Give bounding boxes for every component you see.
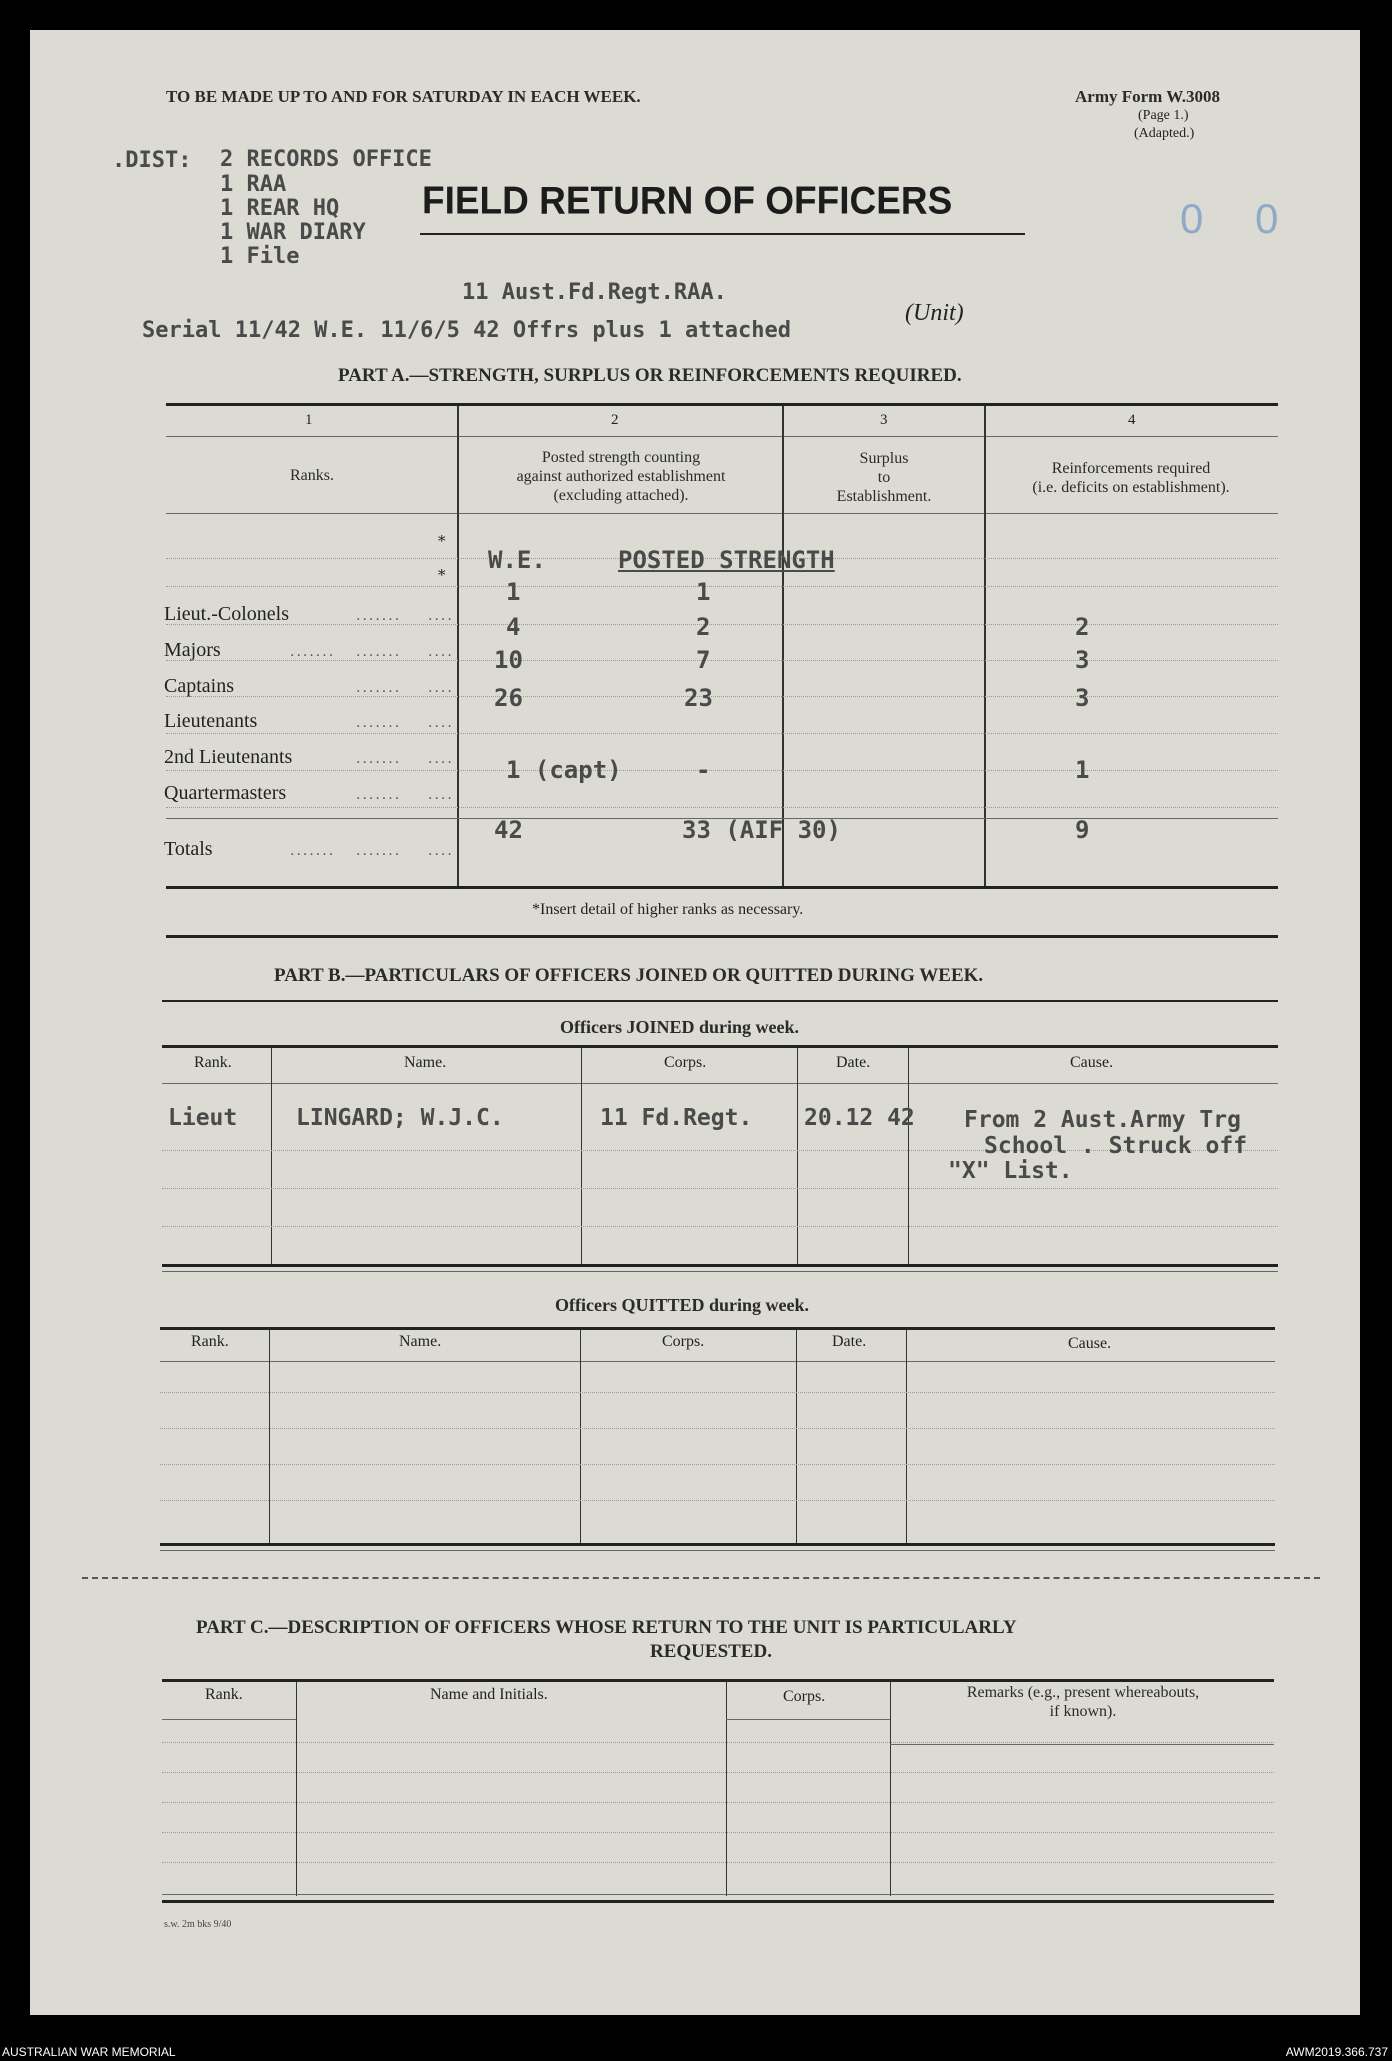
dotted-rule: [166, 770, 1278, 771]
typed-value: 1: [696, 578, 711, 606]
dist-item: 1 WAR DIARY: [220, 220, 366, 245]
rule: [162, 1000, 1278, 1002]
col-divider: [908, 1048, 909, 1264]
rule: [890, 1744, 1274, 1745]
col-header: Corps.: [662, 1333, 705, 1350]
col-divider: [906, 1330, 907, 1544]
rank-label: Lieut.-Colonels: [164, 603, 289, 625]
rule: [162, 1719, 296, 1720]
dotted-rule: [160, 1500, 1275, 1501]
dotted-rule: [166, 586, 1278, 587]
col-header-reinforcements: Reinforcements required (i.e. deficits on establishment).: [1032, 460, 1230, 496]
part-a-title: PART A.—STRENGTH, SURPLUS OR REINFORCEMENTS REQUIRED.: [338, 365, 962, 386]
col-divider: [296, 1682, 297, 1896]
totals-label: Totals: [164, 838, 213, 860]
typed-we-header: W.E.: [488, 546, 546, 574]
part-b-title: PART B.—PARTICULARS OF OFFICERS JOINED OR QUITTED DURING WEEK.: [274, 965, 984, 986]
col-divider: [796, 1330, 797, 1544]
totals-posted: 33 (AIF 30): [682, 816, 841, 844]
col-header-ranks: Ranks.: [290, 467, 334, 484]
col-number: 1: [305, 412, 313, 428]
col-divider: [782, 406, 784, 886]
col-divider: [890, 1682, 891, 1896]
col-divider: [984, 406, 986, 886]
leader-dots: ....: [428, 680, 454, 696]
col-divider: [726, 1682, 727, 1896]
rule: [166, 935, 1278, 938]
dotted-rule: [162, 1802, 1274, 1803]
totals-we: 42: [494, 816, 523, 844]
rule: [166, 403, 1278, 406]
rule: [162, 1679, 1274, 1682]
leader-dots: .......: [356, 715, 402, 731]
joined-title: Officers JOINED during week.: [560, 1017, 799, 1037]
col-divider: [457, 406, 459, 886]
col-header: Corps.: [664, 1054, 707, 1071]
page-title: FIELD RETURN OF OFFICERS: [422, 178, 953, 222]
leader-dots: .......: [356, 751, 402, 767]
dotted-rule: [166, 696, 1278, 697]
rule: [166, 886, 1278, 889]
rank-label: 2nd Lieutenants: [164, 746, 293, 768]
serial-line: Serial 11/42 W.E. 11/6/5 42 Offrs plus 1 attached: [142, 318, 792, 343]
leader-dots: .......: [290, 644, 336, 660]
joined-rank: Lieut: [168, 1105, 238, 1131]
col-divider: [271, 1048, 272, 1264]
totals-reinf: 9: [1075, 816, 1090, 844]
typed-value: 1: [506, 578, 521, 606]
leader-dots: ....: [428, 843, 454, 859]
dist-label: .DIST:: [112, 148, 192, 173]
rule: [162, 1083, 1278, 1084]
posted-value: -: [696, 756, 711, 784]
posted-value: 23: [684, 684, 713, 712]
reinf-value: 3: [1075, 684, 1090, 712]
leader-dots: .......: [290, 843, 336, 859]
rule: [162, 1894, 1274, 1895]
adapted-note: (Adapted.): [1134, 126, 1195, 141]
title-underline: [420, 233, 1025, 235]
quitted-title: Officers QUITTED during week.: [555, 1295, 809, 1315]
joined-cause: School . Struck off: [984, 1133, 1248, 1159]
dotted-rule: [160, 1392, 1275, 1393]
leader-dots: .......: [356, 843, 402, 859]
dotted-rule: [160, 1428, 1275, 1429]
joined-name: LINGARD; W.J.C.: [296, 1105, 504, 1131]
perforation-line: [82, 1577, 1320, 1579]
rule: [726, 1719, 890, 1720]
col-number: 2: [611, 412, 619, 428]
leader-dots: ....: [428, 644, 454, 660]
joined-corps: 11 Fd.Regt.: [600, 1105, 753, 1131]
col-header: Name.: [404, 1054, 447, 1071]
rank-label: Captains: [164, 675, 234, 697]
asterisk: *: [438, 532, 446, 550]
form-number: Army Form W.3008: [1075, 87, 1220, 106]
leader-dots: .......: [356, 680, 402, 696]
leader-dots: .......: [356, 787, 402, 803]
rank-label: Majors: [164, 639, 221, 661]
print-code: s.w. 2m bks 9/40: [164, 1919, 232, 1930]
part-c-title-2: REQUESTED.: [650, 1641, 772, 1662]
archive-reference: AWM2019.366.737: [1285, 2045, 1388, 2059]
dotted-rule: [166, 807, 1278, 808]
rule: [162, 1264, 1278, 1267]
col-divider: [797, 1048, 798, 1264]
col-divider: [269, 1330, 270, 1544]
dotted-rule: [162, 1862, 1274, 1863]
posted-value: 7: [696, 646, 711, 674]
col-header: Date.: [836, 1054, 871, 1071]
col-header-surplus: Surplus to Establishment.: [836, 450, 932, 505]
col-header: Cause.: [1070, 1054, 1114, 1071]
dotted-rule: [162, 1832, 1274, 1833]
page-number: (Page 1.): [1138, 108, 1189, 123]
we-value: 10: [494, 646, 523, 674]
col-header: Date.: [832, 1333, 867, 1350]
instruction-text: TO BE MADE UP TO AND FOR SATURDAY IN EACH WEEK.: [166, 87, 641, 106]
dotted-rule: [162, 1226, 1278, 1227]
col-header: Name.: [399, 1333, 442, 1350]
typed-posted-header: POSTED STRENGTH: [618, 546, 835, 574]
rule: [160, 1543, 1275, 1546]
dotted-rule: [166, 624, 1278, 625]
dist-item: 1 RAA: [220, 172, 287, 197]
dotted-rule: [162, 1188, 1278, 1189]
rule: [160, 1550, 1275, 1551]
rule: [166, 436, 1278, 437]
leader-dots: ....: [428, 608, 454, 624]
dotted-rule: [162, 1742, 1274, 1743]
footnote: *Insert detail of higher ranks as necessary.: [532, 901, 804, 918]
leader-dots: .......: [356, 644, 402, 660]
we-value: 4: [506, 613, 521, 641]
handwritten-mark: 0 0: [1180, 195, 1299, 242]
dist-item: 2 RECORDS OFFICE: [220, 147, 432, 172]
dotted-rule: [162, 1772, 1274, 1773]
dotted-rule: [166, 660, 1278, 661]
unit-name: 11 Aust.Fd.Regt.RAA.: [462, 280, 727, 305]
col-header: Corps.: [783, 1688, 826, 1705]
reinf-value: 3: [1075, 646, 1090, 674]
joined-cause: "X" List.: [948, 1158, 1073, 1184]
col-header: Cause.: [1068, 1335, 1112, 1352]
rule: [162, 1271, 1278, 1272]
joined-date: 20.12 42: [804, 1105, 915, 1131]
col-header-remarks: Remarks (e.g., present whereabouts, if known).: [966, 1684, 1200, 1720]
rule: [162, 1900, 1274, 1903]
posted-value: 2: [696, 613, 711, 641]
col-number: 3: [880, 412, 888, 428]
unit-label: (Unit): [905, 300, 964, 326]
col-header: Rank.: [194, 1054, 232, 1071]
dotted-rule: [166, 733, 1278, 734]
col-header: Name and Initials.: [430, 1686, 548, 1703]
col-header: Rank.: [205, 1686, 243, 1703]
dotted-rule: [160, 1464, 1275, 1465]
rank-label: Lieutenants: [164, 710, 258, 732]
rank-label: Quartermasters: [164, 782, 287, 804]
archive-credit: AUSTRALIAN WAR MEMORIAL: [2, 2045, 176, 2059]
col-number: 4: [1128, 412, 1136, 428]
col-header-posted: Posted strength counting against authorized establishment (excluding attached).: [516, 449, 726, 504]
leader-dots: ....: [428, 787, 454, 803]
rule: [166, 513, 1278, 514]
dist-item: 1 File: [220, 244, 300, 269]
reinf-value: 1: [1075, 756, 1090, 784]
asterisk: *: [438, 566, 446, 584]
reinf-value: 2: [1075, 613, 1090, 641]
rule: [162, 1045, 1278, 1048]
leader-dots: ....: [428, 751, 454, 767]
rule: [160, 1361, 1275, 1362]
dist-item: 1 REAR HQ: [220, 196, 340, 221]
col-header: Rank.: [191, 1333, 229, 1350]
col-divider: [581, 1048, 582, 1264]
joined-cause: From 2 Aust.Army Trg: [964, 1107, 1241, 1133]
part-c-title: PART C.—DESCRIPTION OF OFFICERS WHOSE RETURN TO THE UNIT IS PARTICULARLY: [196, 1617, 1017, 1638]
rule: [160, 1327, 1275, 1330]
col-divider: [580, 1330, 581, 1544]
we-value: 26: [494, 684, 523, 712]
leader-dots: ....: [428, 715, 454, 731]
leader-dots: .......: [356, 608, 402, 624]
we-value: 1 (capt): [506, 756, 622, 784]
